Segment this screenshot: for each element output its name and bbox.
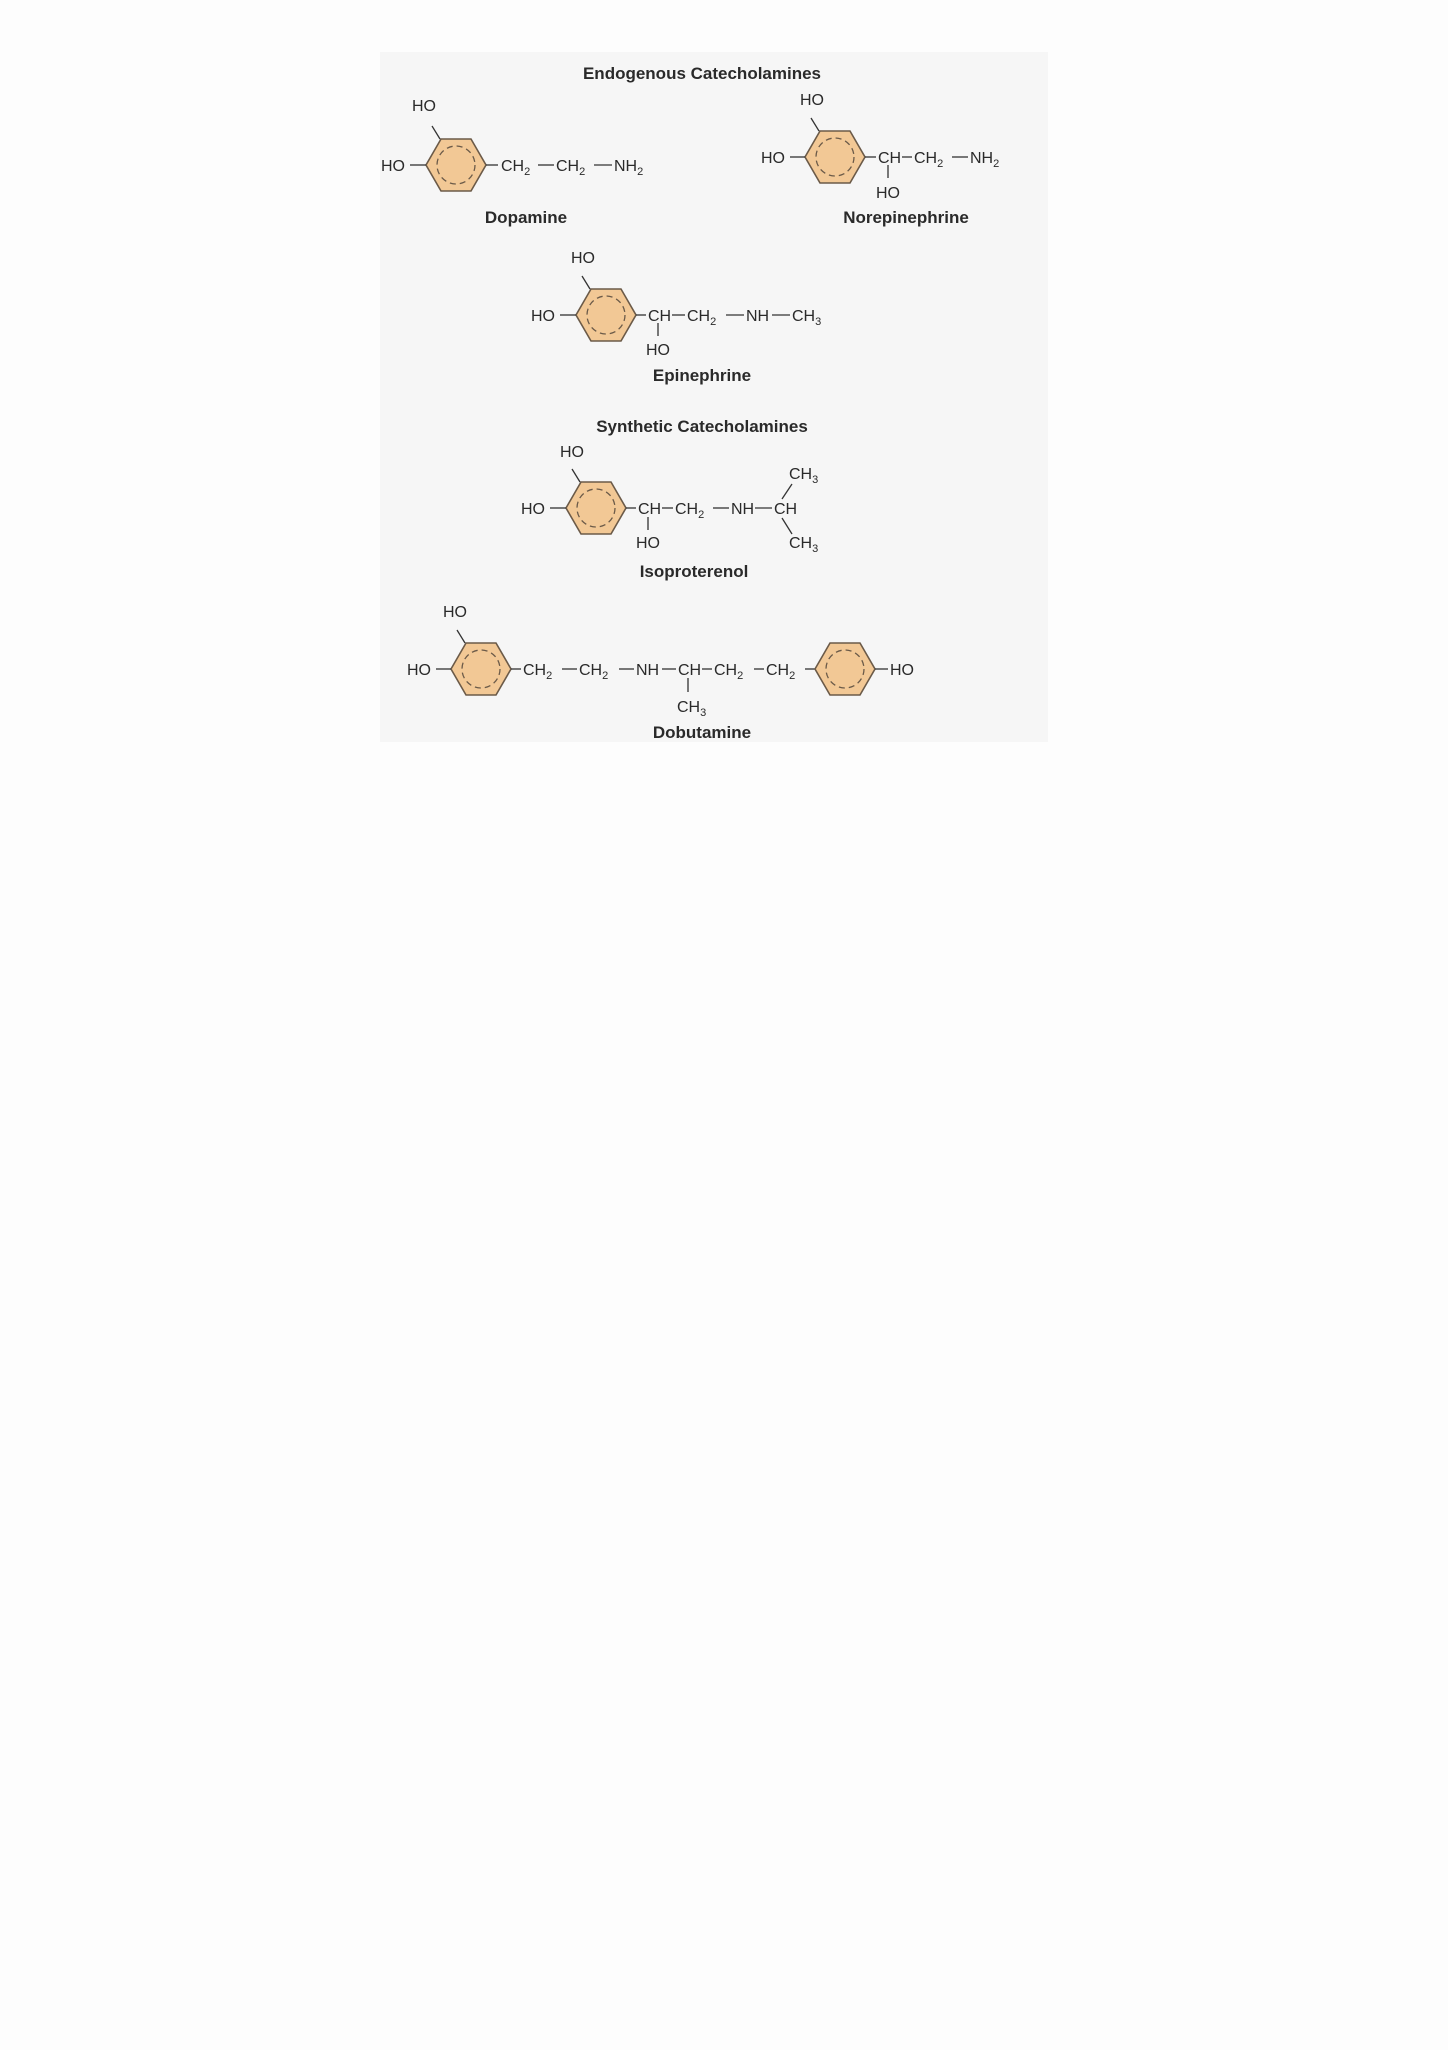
svg-text:CH2: $CH_2$ (914, 150, 944, 170)
svg-text:CH2: $CH_2$ (687, 308, 717, 328)
svg-text:CH2: $CH_2$ (523, 662, 553, 682)
methine-group: CH (648, 308, 672, 325)
hydroxyl-group: HO (412, 98, 436, 115)
methyl-group: CH (789, 535, 813, 552)
hydroxyl-group: HO (636, 535, 660, 552)
svg-text:CH3: $CH_3$ (792, 308, 822, 328)
molecule-dopamine (381, 98, 643, 227)
methylene-group: CH (523, 662, 547, 679)
methylene-group: CH (766, 662, 790, 679)
label-norepinephrine: Norepinephrine (843, 208, 969, 227)
molecule-dobutamine (407, 604, 914, 742)
svg-text:CH2: $CH_2$ (501, 158, 531, 178)
benzene-ring (451, 643, 511, 695)
imine-group: NH (746, 308, 770, 325)
svg-text:CH3: $CH_3$ (677, 699, 707, 719)
heading-endogenous: Endogenous Catecholamines (582, 64, 822, 83)
hydroxyl-group: HO (800, 92, 824, 109)
benzene-ring (566, 482, 626, 534)
amine-group: NH (970, 150, 994, 167)
hydroxyl-group: HO (407, 662, 431, 679)
hydroxyl-group: HO (560, 444, 584, 461)
hydroxyl-group: HO (443, 604, 467, 621)
methylene-group: CH (675, 501, 699, 518)
label-dobutamine: Dobutamine (652, 723, 752, 742)
hydroxyl-group: HO (646, 342, 670, 359)
methylene-group: CH (501, 158, 525, 175)
svg-text:CH2: $CH_2$ (579, 662, 609, 682)
svg-text:CH2: $CH_2$ (556, 158, 586, 178)
benzene-ring (815, 643, 875, 695)
label-isoproterenol: Isoproterenol (639, 562, 749, 581)
methylene-group: CH (556, 158, 580, 175)
methyl-group: CH (792, 308, 816, 325)
molecule-norepinephrine (761, 92, 999, 227)
methylene-group: CH (579, 662, 603, 679)
methine-group: CH (678, 662, 702, 679)
benzene-ring (805, 131, 865, 183)
hydroxyl-group: HO (521, 501, 545, 518)
svg-text:CH2: $CH_2$ (714, 662, 744, 682)
hydroxyl-group: HO (381, 158, 405, 175)
methine-group: CH (774, 501, 798, 518)
methylene-group: CH (914, 150, 938, 167)
hydroxyl-group: HO (876, 185, 900, 202)
methylene-group: CH (714, 662, 738, 679)
methyl-group: CH (789, 466, 813, 483)
molecule-epinephrine (531, 250, 821, 385)
label-epinephrine: Epinephrine (652, 366, 752, 385)
heading-synthetic: Synthetic Catecholamines (596, 417, 808, 436)
imine-group: NH (731, 501, 755, 518)
methine-group: CH (638, 501, 662, 518)
amine-group: NH (614, 158, 638, 175)
methyl-group: CH (677, 699, 701, 716)
imine-group: NH (636, 662, 660, 679)
svg-text:CH3: $CH_3$ (789, 535, 819, 555)
methylene-group: CH (687, 308, 711, 325)
structure-diagram (380, 52, 1048, 742)
molecule-isoproterenol (521, 444, 818, 581)
hydroxyl-group: HO (571, 250, 595, 267)
svg-text:CH2: $CH_2$ (766, 662, 796, 682)
svg-text:NH2: $NH_2$ (970, 150, 1000, 170)
hydroxyl-group: HO (531, 308, 555, 325)
svg-text:CH2: $CH_2$ (675, 501, 705, 521)
hydroxyl-group: HO (890, 662, 914, 679)
benzene-ring (576, 289, 636, 341)
hydroxyl-group: HO (761, 150, 785, 167)
benzene-ring (426, 139, 486, 191)
catecholamine-figure (380, 52, 1048, 742)
label-dopamine: Dopamine (484, 208, 568, 227)
methine-group: CH (878, 150, 902, 167)
svg-text:CH3: $CH_3$ (789, 466, 819, 486)
svg-text:NH2: $NH_2$ (614, 158, 644, 178)
